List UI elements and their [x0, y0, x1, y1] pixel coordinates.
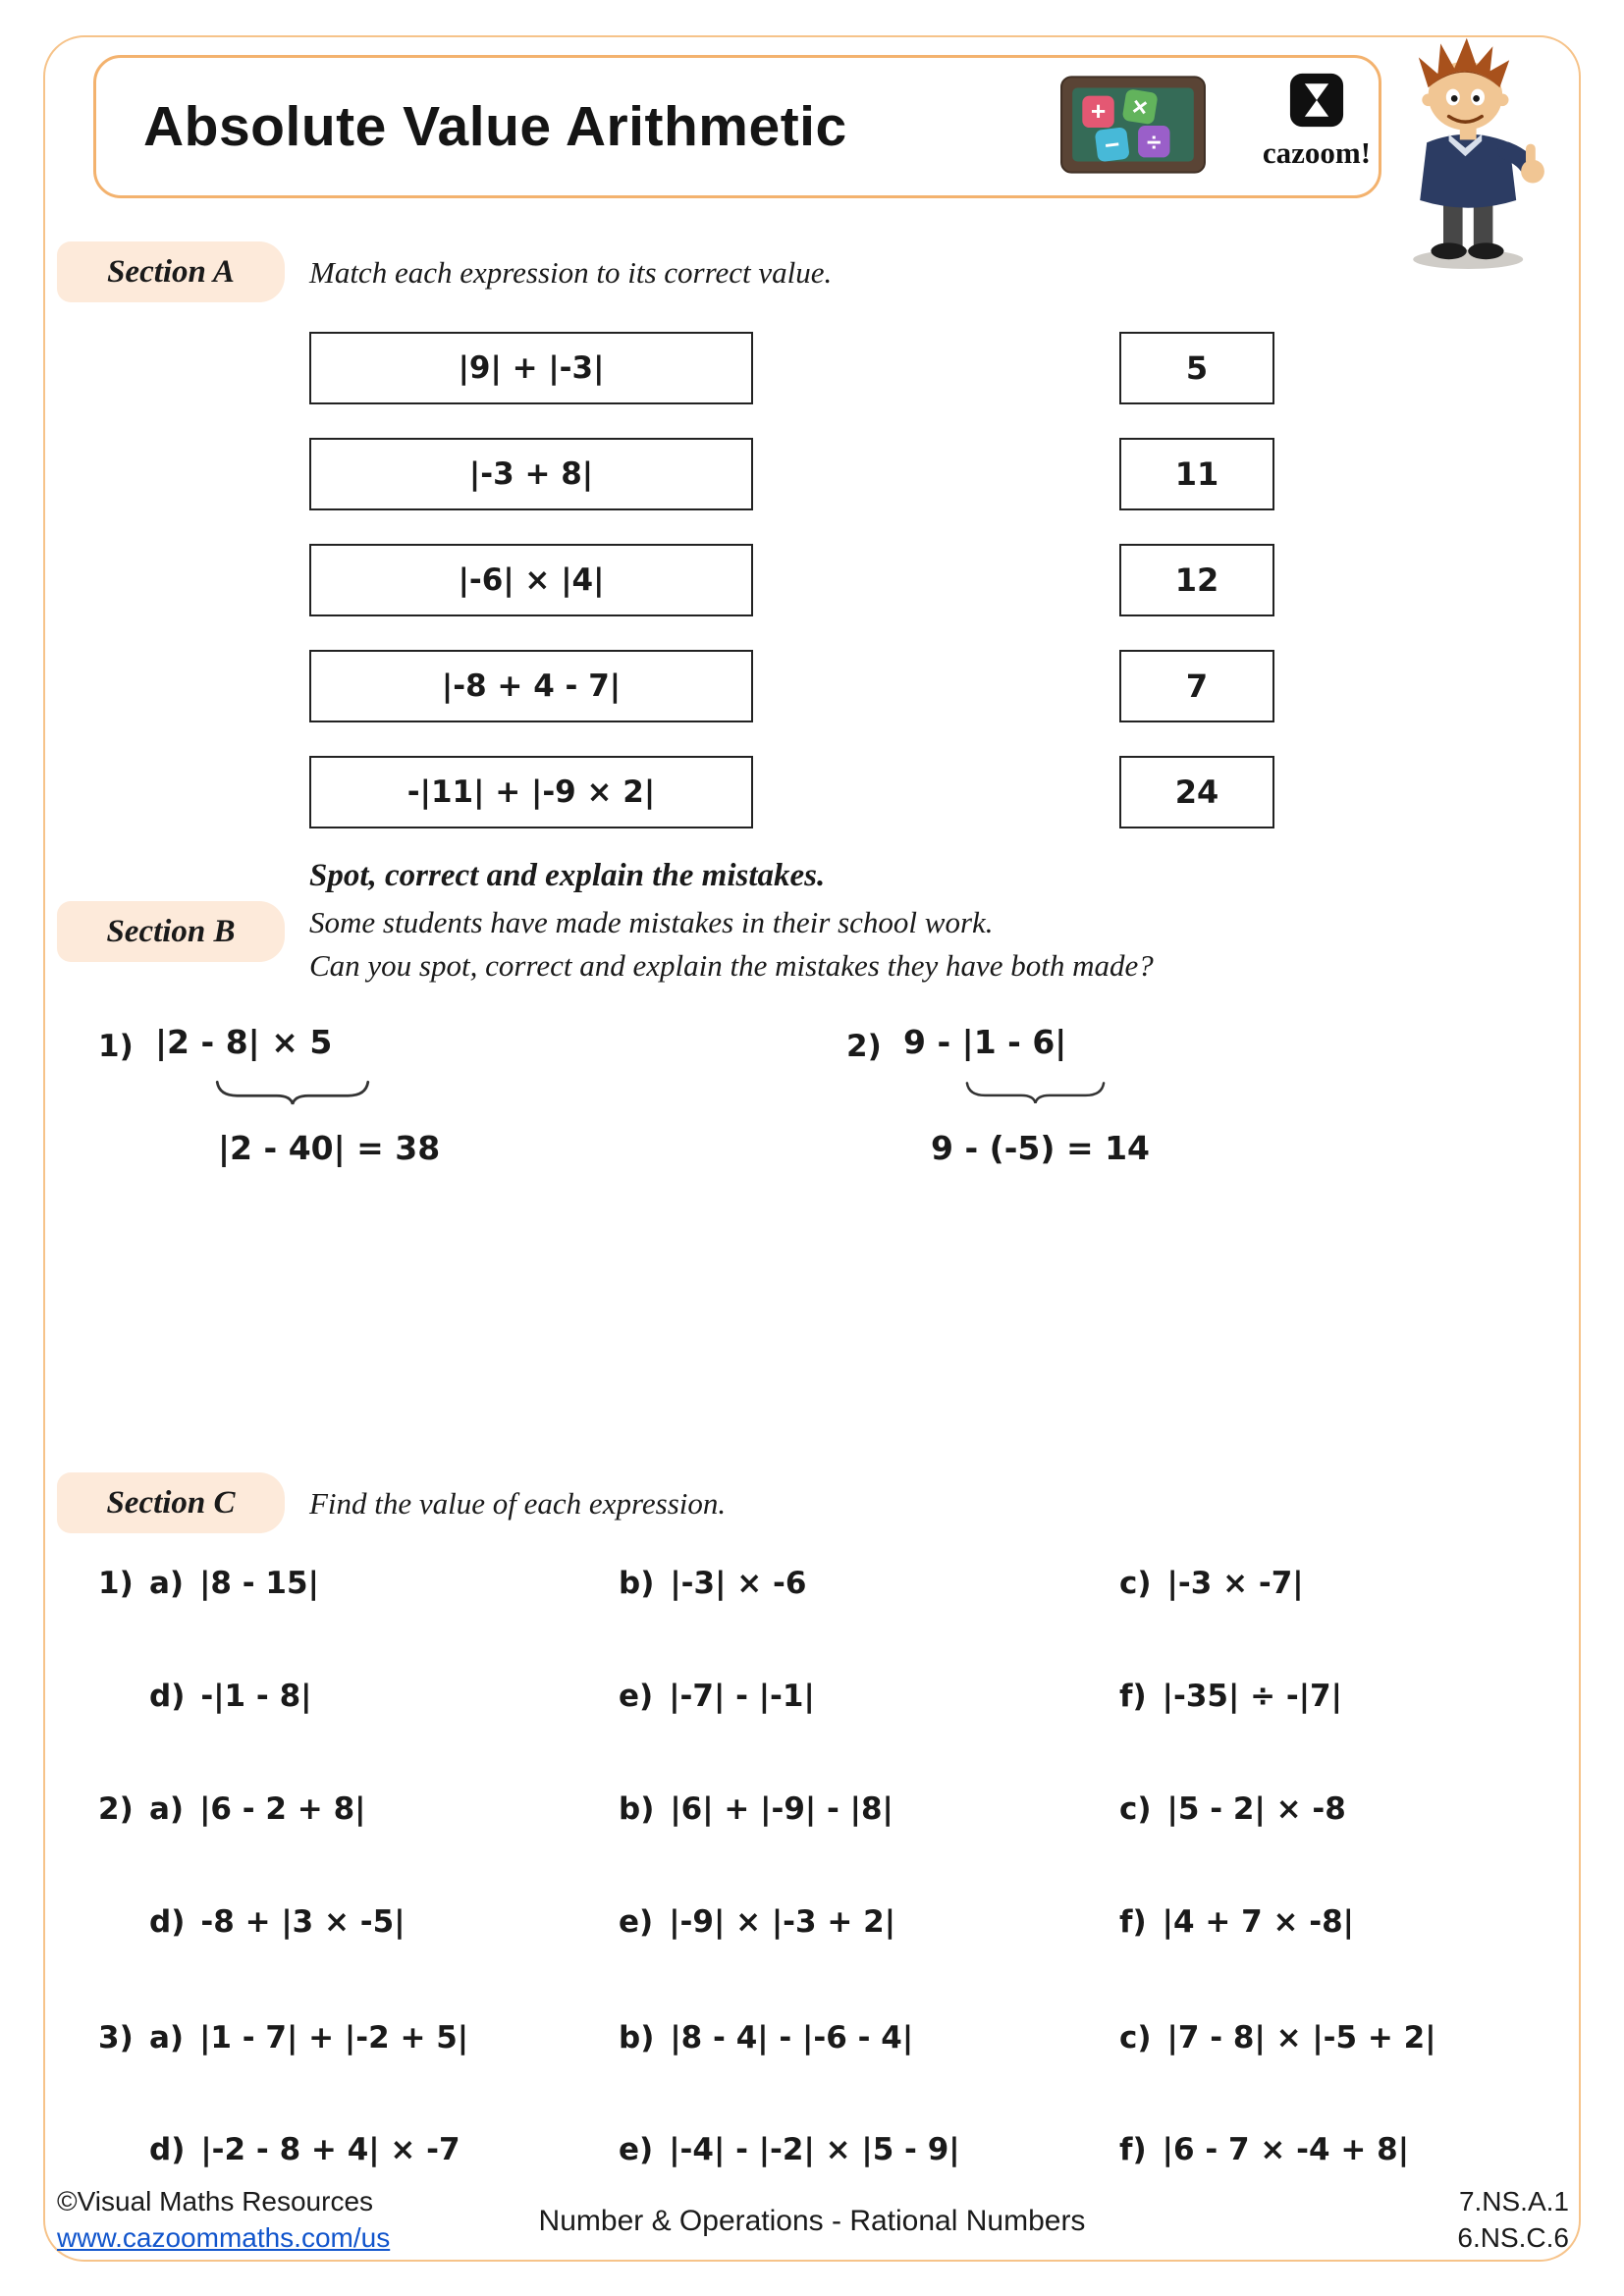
expression-box — [309, 332, 753, 404]
group-number: 1) — [98, 1566, 134, 1601]
student-working: |2 - 40| = 38 — [218, 1129, 441, 1167]
problem-item — [619, 1679, 815, 1714]
website-link[interactable]: www.cazoommaths.com/us — [57, 2222, 391, 2253]
section-c-label: Section C — [57, 1472, 285, 1533]
problem-item — [619, 1904, 895, 1940]
problem-letter: a) — [149, 1566, 185, 1601]
value-text: 11 — [1174, 455, 1219, 493]
problem-item — [149, 1679, 311, 1714]
problem-expression: -|1 - 8| — [200, 1679, 312, 1714]
expression-text: -|11| + |-9 × 2| — [406, 774, 656, 810]
problem-letter: b) — [619, 2020, 655, 2056]
problem-item — [619, 2132, 960, 2167]
plus-tile-glyph: + — [1090, 95, 1107, 126]
section-b-label: Section B — [57, 901, 285, 962]
problem-expression: |-7| - |-1| — [669, 1679, 815, 1714]
problem-letter: d) — [149, 2132, 186, 2167]
cazoom-logo-icon — [1289, 72, 1344, 129]
value-text: 5 — [1185, 349, 1209, 387]
value-text: 7 — [1185, 667, 1209, 705]
problem-expression: |-35| ÷ -|7| — [1162, 1679, 1342, 1714]
expression-text: |9| + |-3| — [458, 350, 605, 386]
underbrace-icon — [214, 1078, 371, 1112]
footer-topic: Number & Operations - Rational Numbers — [538, 2205, 1086, 2237]
problem-item — [1119, 1791, 1346, 1827]
problem-letter: c) — [1119, 1566, 1152, 1601]
group-number: 3) — [98, 2020, 134, 2056]
problem-item — [1119, 1566, 1304, 1601]
expression-text: |-8 + 4 - 7| — [441, 668, 622, 704]
problem-item — [1119, 1679, 1342, 1714]
problem-item — [1119, 2132, 1409, 2167]
divide-tile-glyph: ÷ — [1147, 127, 1162, 157]
problem-item — [1119, 1904, 1354, 1940]
value-box — [1119, 756, 1274, 828]
minus-tile-glyph: − — [1103, 129, 1122, 161]
expression-box — [309, 544, 753, 616]
student-working: 9 - (-5) = 14 — [931, 1129, 1151, 1167]
problem-expression: |6 - 2 + 8| — [199, 1791, 366, 1827]
match-row — [0, 650, 1624, 722]
problem-letter: c) — [1119, 1791, 1152, 1827]
section-b-heading: Spot, correct and explain the mistakes. — [309, 858, 826, 893]
problem-expression: |6| + |-9| - |8| — [670, 1791, 893, 1827]
problem-item — [149, 1566, 319, 1601]
problem-item — [619, 2020, 913, 2056]
problem-expression: |-9| × |-3 + 2| — [669, 1904, 896, 1940]
problem-letter: c) — [1119, 2020, 1152, 2056]
problem-item — [619, 1791, 893, 1827]
problem-expression: |8 - 4| - |-6 - 4| — [670, 2020, 914, 2056]
problem-letter: a) — [149, 2020, 185, 2056]
section-b-subline1: Some students have made mistakes in their school work. — [309, 905, 994, 939]
problem-letter: f) — [1119, 1904, 1147, 1940]
match-row — [0, 756, 1624, 828]
problem-letter: d) — [149, 1679, 186, 1714]
section-c-instruction: Find the value of each expression. — [309, 1486, 727, 1521]
mascot-character-icon — [1386, 35, 1555, 274]
problem-letter: a) — [149, 1791, 185, 1827]
value-box — [1119, 438, 1274, 510]
problem-letter: d) — [149, 1904, 186, 1940]
problem-letter: f) — [1119, 1679, 1147, 1714]
problem-expression: |-2 - 8 + 4| × -7 — [200, 2132, 460, 2167]
problem-item — [1119, 2020, 1436, 2056]
match-row — [0, 332, 1624, 404]
times-tile-glyph: × — [1130, 90, 1151, 123]
group-number: 2) — [98, 1791, 134, 1827]
section-b-subline2: Can you spot, correct and explain the mistakes they have both made? — [309, 948, 1154, 983]
problem-letter: b) — [619, 1566, 655, 1601]
problem-expression: |4 + 7 × -8| — [1162, 1904, 1354, 1940]
student-expression: |2 - 8| × 5 — [155, 1023, 333, 1061]
expression-text: |-3 + 8| — [468, 456, 594, 492]
title-box — [93, 55, 1381, 198]
student-expression: 9 - |1 - 6| — [903, 1023, 1067, 1061]
problem-letter: f) — [1119, 2132, 1147, 2167]
problem-item — [619, 1566, 806, 1601]
value-text: 24 — [1174, 774, 1219, 811]
underbrace-icon — [964, 1078, 1107, 1112]
problem-letter: e) — [619, 1679, 654, 1714]
section-a-instruction: Match each expression to its correct value. — [309, 255, 833, 290]
problem-letter: e) — [619, 1904, 654, 1940]
problem-expression: |6 - 7 × -4 + 8| — [1162, 2132, 1410, 2167]
footer-standards — [1457, 2183, 1569, 2256]
problem-expression: |8 - 15| — [199, 1566, 319, 1601]
copyright-text: ©Visual Maths Resources — [57, 2186, 374, 2216]
value-box — [1119, 332, 1274, 404]
problem-expression: |-3| × -6 — [670, 1566, 807, 1601]
expression-box — [309, 438, 753, 510]
problem-expression: |7 - 8| × |-5 + 2| — [1166, 2020, 1436, 2056]
match-row — [0, 544, 1624, 616]
problem-item — [149, 1904, 406, 1940]
problem-expression: -8 + |3 × -5| — [200, 1904, 406, 1940]
problem-item — [149, 2020, 468, 2056]
problem-expression: |-3 × -7| — [1166, 1566, 1304, 1601]
problem-number: 1) — [98, 1029, 134, 1064]
page-title: Absolute Value Arithmetic — [143, 95, 847, 158]
standard-code: 7.NS.A.1 — [1458, 2186, 1569, 2216]
expression-box — [309, 650, 753, 722]
problem-expression: |5 - 2| × -8 — [1166, 1791, 1346, 1827]
expression-box — [309, 756, 753, 828]
value-box — [1119, 650, 1274, 722]
cazoom-logo — [1243, 72, 1390, 171]
standard-code: 6.NS.C.6 — [1457, 2222, 1569, 2253]
problem-item — [149, 1791, 365, 1827]
problem-expression: |1 - 7| + |-2 + 5| — [199, 2020, 469, 2056]
value-text: 12 — [1174, 561, 1219, 599]
problem-letter: e) — [619, 2132, 654, 2167]
problem-item — [149, 2132, 460, 2167]
expression-text: |-6| × |4| — [458, 562, 605, 598]
problem-letter: b) — [619, 1791, 655, 1827]
problem-expression: |-4| - |-2| × |5 - 9| — [669, 2132, 960, 2167]
section-a-label: Section A — [57, 241, 285, 302]
match-row — [0, 438, 1624, 510]
value-box — [1119, 544, 1274, 616]
chalkboard-math-symbols-icon — [1058, 74, 1208, 183]
cazoom-logo-text: cazoom! — [1262, 135, 1372, 170]
problem-number: 2) — [846, 1029, 882, 1064]
